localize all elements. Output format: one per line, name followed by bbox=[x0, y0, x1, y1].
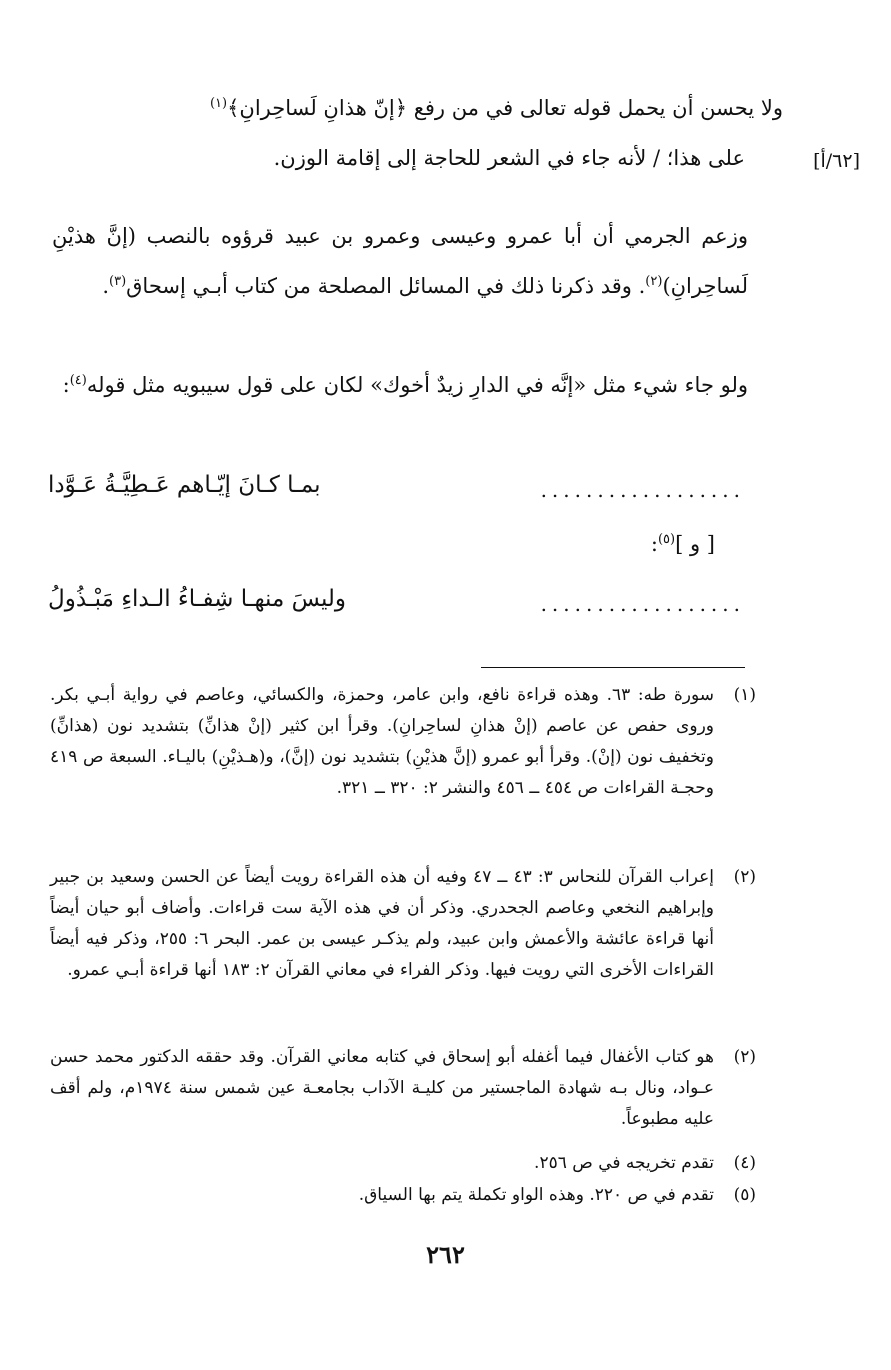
paragraph-1-line-1-text: ولا يحسن أن يحمل قوله تعالى في من رفع ﴿إنّ هذانِ لَساحِرانِ﴾ bbox=[227, 96, 783, 120]
paragraph-2-text-c: . bbox=[102, 274, 109, 298]
paragraph-3 bbox=[52, 360, 748, 410]
footnote-3-text: هو كتاب الأغفال فيما أغفله أبو إسحاق في كتابه معاني القرآن. وقد حققه الدكتور محمد حسن عـواد، ونال بـه شهادة الماجستير من كليـة الآداب بجامعـة عين شمس سنة ١٩٧٤م، ولم أقف عليه مطبوعاً. bbox=[50, 1047, 714, 1129]
paragraph-1-line-1 bbox=[210, 96, 783, 120]
paragraph-1-line-2 bbox=[274, 146, 745, 170]
footnote-4-text: تقدم تخريجه في ص ٢٥٦. bbox=[534, 1153, 714, 1173]
paragraph-1-line-2-text: على هذا؛ / لأنه جاء في الشعر للحاجة إلى إقامة الوزن. bbox=[273, 146, 745, 170]
footnote-4 bbox=[50, 1148, 756, 1179]
footnote-2-text: إعراب القرآن للنحاس ٣: ٤٣ ــ ٤٧ وفيه أن هذه القراءة رويت أيضاً عن الحسن وسعيد بن جبير وإبراهيم النخعي وعاصم الجحدري. وذكر أن في هذه الآية ست قراءات. وأضاف أبو حيان أيضاً أنها قراءة عائشة والأعمش وابن عبيد، ولم يذكـر عيسى بن عمر. البحر ٦: ٢٥٥، وذكر فيه أيضاً القراءات الأخرى التي رويت فيها. وذكر الفراء في معاني القرآن ٢: ١٨٣ أنها قراءة أبـي عمرو. bbox=[50, 867, 714, 980]
waw-insertion-text: [ و ] bbox=[675, 532, 715, 556]
footnote-ref-3: (٣) bbox=[109, 274, 127, 289]
footnote-ref-5: (٥) bbox=[657, 532, 676, 547]
verse-2-dots: .................. bbox=[540, 592, 745, 616]
paragraph-3-text-b: : bbox=[62, 373, 70, 397]
page-number: ٢٦٢ bbox=[426, 1240, 465, 1269]
paragraph-2-text-b: . وقد ذكرنا ذلك في المسائل المصلحة من كتاب أبـي إسحاق bbox=[126, 274, 646, 298]
footnote-5 bbox=[50, 1180, 756, 1211]
footnote-ref-4: (٤) bbox=[69, 373, 87, 388]
verse-1-text: بمـا كـانَ إيّـاهم عَـطِيَّـةُ عَـوَّدا bbox=[48, 472, 321, 498]
footnote-5-text: تقدم في ص ٢٢٠. وهذه الواو تكملة يتم بها السياق. bbox=[358, 1185, 714, 1205]
footnote-1-text: سورة طه: ٦٣. وهذه قراءة نافع، وابن عامر، وحمزة، والكسائي، وعاصم في رواية أبـي بكر. وروى حفص عن عاصم (إنْ هذانِ لساحِرانِ). وقرأ ابن كثير (إنْ هذانِّ) بتشديد نون (هذانِّ) وتخفيف نون (إنْ). وقرأ أبو عمرو (إنَّ هذيْنِ) بتشديد نون (إنَّ)، و(هـذيْنِ) باليـاء. السبعة ص ٤١٩ وحجـة القراءات ص ٤٥٤ ــ ٤٥٦ والنشر ٢: ٣٢٠ ــ ٣٢١. bbox=[50, 685, 715, 798]
paragraph-2 bbox=[52, 211, 748, 311]
footnote-1 bbox=[50, 680, 756, 804]
verse-1-dots: .................. bbox=[540, 478, 745, 502]
footnote-5-number: (٥) bbox=[733, 1185, 756, 1205]
footnote-1-number: (١) bbox=[733, 685, 756, 705]
folio-margin-note-text: [٦٢/أ] bbox=[813, 150, 860, 172]
footnote-ref-1: (١) bbox=[209, 96, 228, 111]
footnote-3 bbox=[50, 1042, 756, 1135]
footnote-separator bbox=[481, 667, 745, 668]
footnote-4-number: (٤) bbox=[733, 1153, 756, 1173]
waw-insertion-line bbox=[651, 532, 715, 556]
footnote-2-number: (٢) bbox=[733, 867, 756, 887]
footnote-ref-2: (٢) bbox=[645, 274, 663, 289]
verse-2-text: وليسَ منهـا شِفـاءُ الـداءِ مَبْـذُولُ bbox=[48, 586, 347, 612]
folio-margin-note bbox=[813, 150, 860, 172]
footnote-3-number: (٢) bbox=[733, 1047, 756, 1067]
paragraph-2-text-a: وزعم الجرمي أن أبا عمرو وعيسى وعمرو بن عبيد قرؤوه بالنصب (إنَّ هذيْنِ لَساحِرانِ) bbox=[52, 224, 748, 298]
paragraph-3-text-a: ولو جاء شيء مثل «إنَّه في الدارِ زيدٌ أخوك» لكان على قول سيبويه مثل قوله bbox=[86, 373, 748, 397]
waw-insertion-colon: : bbox=[650, 532, 658, 556]
footnote-2 bbox=[50, 862, 756, 986]
